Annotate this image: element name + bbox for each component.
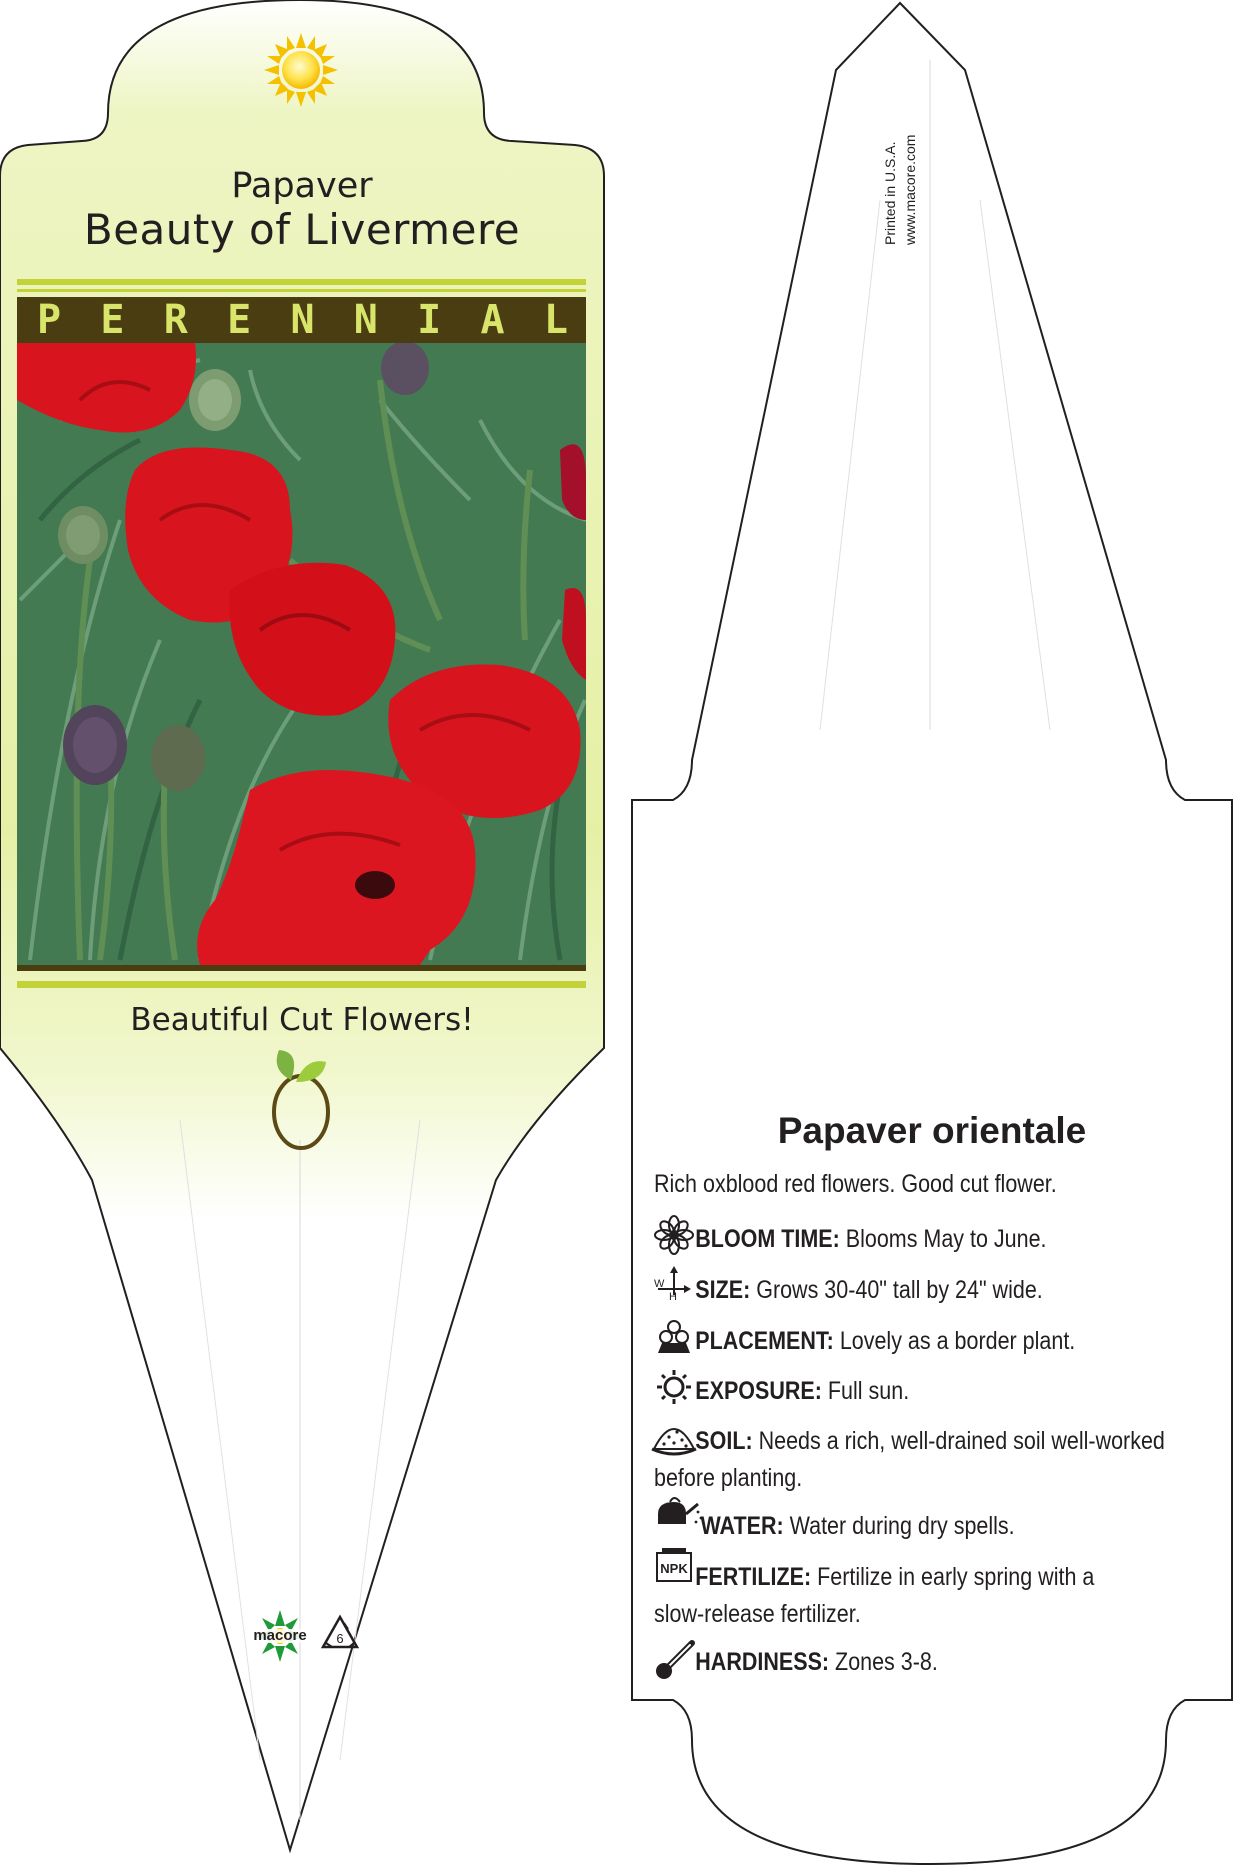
category-letter: I: [417, 297, 442, 343]
front-genus-name: Papaver: [231, 166, 373, 206]
species-title: Papaver orientale: [777, 1110, 1087, 1151]
category-letter: L: [543, 297, 568, 343]
poppy-bud: [151, 725, 205, 791]
website-text: www.macore.com: [902, 134, 918, 245]
recycle-code: 6: [336, 1631, 344, 1646]
sun-exposure-icon: [264, 33, 338, 107]
care-text: Full sun.: [827, 1377, 910, 1405]
care-label: HARDINESS:: [695, 1648, 830, 1676]
care-label: BLOOM TIME:: [695, 1225, 840, 1253]
care-label: SIZE:: [695, 1276, 751, 1304]
front-cultivar-name: Beauty of Livermere: [83, 205, 521, 254]
poppy-bud: [58, 506, 108, 564]
photo-stripe-green: [17, 981, 586, 988]
care-hardiness: [654, 1644, 1219, 1681]
care-exposure: [654, 1373, 1219, 1410]
care-text-continued: before planting.: [654, 1464, 803, 1492]
category-letter: P: [37, 297, 62, 343]
care-fertilize: [654, 1559, 1219, 1633]
care-text: Needs a rich, well-drained soil well-worked: [758, 1427, 1165, 1455]
category-letter: A: [480, 297, 505, 343]
printed-in-text: Printed in U.S.A.: [882, 141, 898, 245]
care-size: [654, 1272, 1219, 1309]
care-label: WATER:: [700, 1512, 784, 1540]
care-soil: [654, 1423, 1219, 1497]
care-text: Lovely as a border plant.: [839, 1327, 1076, 1355]
care-text-continued: slow-release fertilizer.: [654, 1600, 861, 1628]
care-bloom-time: [654, 1221, 1219, 1258]
header-stripe-mid: [17, 289, 586, 292]
care-label: PLACEMENT:: [695, 1327, 834, 1355]
category-letter: N: [290, 297, 315, 343]
care-text: Zones 3-8.: [835, 1648, 938, 1676]
npk-icon-label: NPK: [660, 1561, 688, 1576]
tagline: Beautiful Cut Flowers!: [130, 1002, 474, 1038]
printed-info: [880, 95, 960, 245]
size-icon-w: W: [654, 1278, 665, 1290]
category-letter: E: [100, 297, 125, 343]
care-text: Fertilize in early spring with a: [817, 1563, 1095, 1591]
category-label: [17, 298, 586, 342]
category-letter: E: [227, 297, 252, 343]
care-water: [654, 1508, 1219, 1545]
category-letter: R: [163, 297, 188, 343]
care-label: FERTILIZE:: [695, 1563, 812, 1591]
plant-description: Rich oxblood red flowers. Good cut flower.: [654, 1170, 1057, 1198]
care-text: Water during dry spells.: [789, 1512, 1015, 1540]
poppy-bud: [189, 369, 241, 431]
care-label: EXPOSURE:: [695, 1377, 822, 1405]
poppy-bud: [63, 705, 127, 785]
photo-stripe-dark: [17, 965, 586, 971]
category-letter: N: [353, 297, 378, 343]
macore-wordmark: macore: [253, 1627, 307, 1644]
poppy-bud: [381, 341, 429, 395]
poppy-photo: [17, 341, 586, 965]
header-stripe-top: [17, 279, 586, 285]
care-text: Blooms May to June.: [845, 1225, 1047, 1253]
size-icon-h: H: [669, 1291, 677, 1303]
care-placement: [654, 1323, 1219, 1360]
care-text: Grows 30-40" tall by 24" wide.: [756, 1276, 1043, 1304]
care-label: SOIL:: [695, 1427, 753, 1455]
